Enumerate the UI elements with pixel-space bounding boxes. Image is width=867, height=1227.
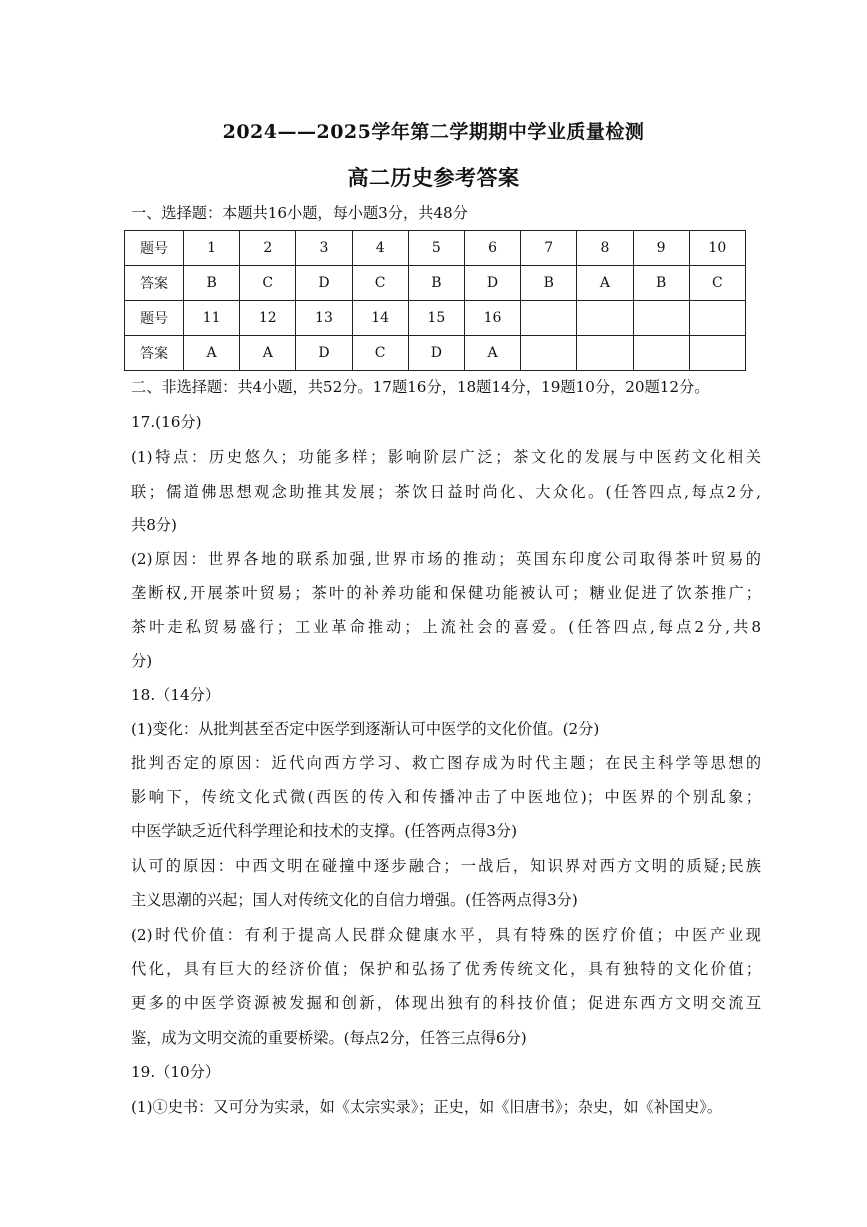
table-row (125, 301, 746, 336)
answer-line: (1)特点：历史悠久；功能多样；影响阶层广泛；茶文化的发展与中医药文化相关 (131, 448, 761, 466)
answer-line: (2)时代价值：有利于提高人民群众健康水平，具有特殊的医疗价值；中医产业现 (131, 926, 761, 944)
answer-line: (1)①史书：又可分为实录，如《太宗实录》；正史，如《旧唐书》；杂史，如《补国史》。 (131, 1098, 723, 1116)
section-heading-nonchoice: 二、非选择题：共4小题，共52分。17题16分，18题14分，19题10分，20题12分。 (131, 378, 710, 396)
answer-cell: B (633, 266, 689, 301)
question-number: 8 (577, 231, 633, 266)
row-label-answer: 答案 (125, 336, 184, 371)
answer-cell: C (352, 266, 408, 301)
question-number: 12 (240, 301, 296, 336)
answer-line: 垄断权,开展茶叶贸易；茶叶的补养功能和保健功能被认可；糖业促进了饮茶推广； (131, 584, 761, 602)
row-label-question: 题号 (125, 231, 184, 266)
document-subtitle: 高二历史参考答案 (347, 165, 520, 190)
question-number: 2 (240, 231, 296, 266)
question-number: 10 (689, 231, 745, 266)
answer-cell: D (296, 266, 352, 301)
answer-line: 更多的中医学资源被发掘和创新，体现出独有的科技价值；促进东西方文明交流互 (131, 994, 761, 1012)
section-heading-choice: 一、选择题：本题共16小题，每小题3分，共48分 (131, 204, 468, 222)
answer-line: 影响下，传统文化式微(西医的传入和传播冲击了中医地位)；中医界的个别乱象； (131, 788, 761, 806)
answer-table (124, 230, 746, 371)
table-row (125, 266, 746, 301)
answer-cell: D (296, 336, 352, 371)
answer-cell: C (352, 336, 408, 371)
answer-cell: C (240, 266, 296, 301)
question-number: 9 (633, 231, 689, 266)
answer-line: 联；儒道佛思想观念助推其发展；茶饮日益时尚化、大众化。(任答四点,每点2分, (131, 483, 761, 501)
empty-cell (633, 301, 689, 336)
answer-cell: B (408, 266, 464, 301)
row-label-answer: 答案 (125, 266, 184, 301)
answer-line: 批判否定的原因：近代向西方学习、救亡图存成为时代主题；在民主科学等思想的 (131, 754, 761, 772)
question-heading: 17.(16分) (131, 413, 202, 431)
question-number: 15 (408, 301, 464, 336)
answer-cell: A (184, 336, 240, 371)
question-number: 5 (408, 231, 464, 266)
empty-cell (577, 336, 633, 371)
answer-line: 鉴，成为文明交流的重要桥梁。(每点2分，任答三点得6分) (131, 1029, 527, 1047)
empty-cell (577, 301, 633, 336)
question-number: 3 (296, 231, 352, 266)
empty-cell (633, 336, 689, 371)
answer-cell: D (464, 266, 520, 301)
question-number: 4 (352, 231, 408, 266)
question-heading: 19.（10分） (131, 1063, 221, 1081)
answer-cell: A (240, 336, 296, 371)
answer-cell: B (184, 266, 240, 301)
empty-cell (689, 336, 745, 371)
answer-line: 茶叶走私贸易盛行；工业革命推动；上流社会的喜爱。(任答四点,每点2分,共8 (131, 618, 761, 636)
answer-line: 认可的原因：中西文明在碰撞中逐步融合；一战后，知识界对西方文明的质疑;民族 (131, 857, 761, 875)
question-number: 14 (352, 301, 408, 336)
answer-line: 共8分) (131, 516, 177, 534)
question-number: 13 (296, 301, 352, 336)
row-label-question: 题号 (125, 301, 184, 336)
answer-cell: B (521, 266, 577, 301)
empty-cell (521, 301, 577, 336)
question-number: 6 (464, 231, 520, 266)
question-number: 11 (184, 301, 240, 336)
question-number: 7 (521, 231, 577, 266)
table-row (125, 231, 746, 266)
answer-cell: C (689, 266, 745, 301)
answer-line: (1)变化：从批判甚至否定中医学到逐渐认可中医学的文化价值。(2分) (131, 720, 600, 738)
document-title: 2024——2025学年第二学期期中学业质量检测 (222, 121, 645, 143)
empty-cell (521, 336, 577, 371)
answer-cell: A (577, 266, 633, 301)
empty-cell (689, 301, 745, 336)
question-number: 1 (184, 231, 240, 266)
answer-line: 主义思潮的兴起；国人对传统文化的自信力增强。(任答两点得3分) (131, 891, 578, 909)
answer-line: 分) (131, 652, 153, 670)
answer-line: (2)原因：世界各地的联系加强,世界市场的推动；英国东印度公司取得茶叶贸易的 (131, 550, 761, 568)
answer-cell: D (408, 336, 464, 371)
answer-line: 代化，具有巨大的经济价值；保护和弘扬了优秀传统文化，具有独特的文化价值； (131, 960, 761, 978)
question-heading: 18.（14分） (131, 686, 221, 704)
table-row (125, 336, 746, 371)
answer-line: 中医学缺乏近代科学理论和技术的支撑。(任答两点得3分) (131, 822, 518, 840)
question-number: 16 (464, 301, 520, 336)
answer-cell: A (464, 336, 520, 371)
